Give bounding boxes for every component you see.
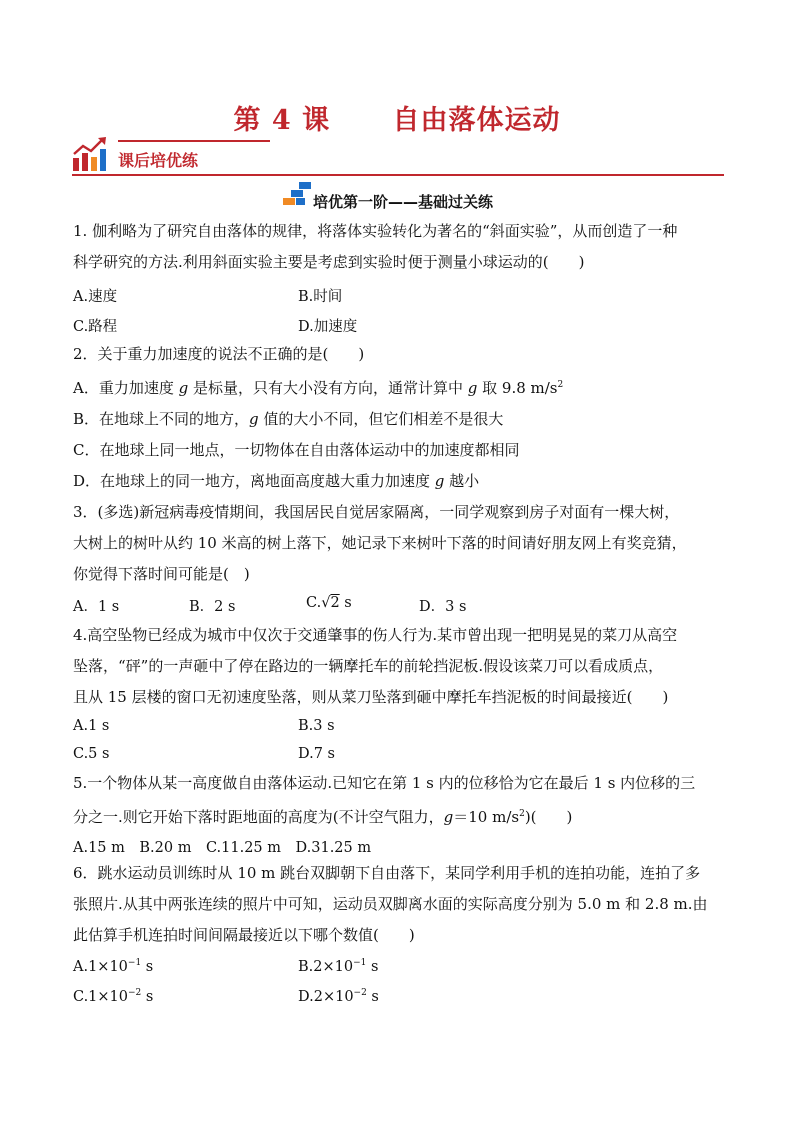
q6-option-c (73, 988, 153, 1005)
q2-stem: 2．关于重力加速度的说法不正确的是( ) (73, 345, 365, 363)
symbol-g: g (434, 472, 445, 490)
q2-option-b (73, 404, 723, 435)
question-3 (73, 497, 723, 590)
q2-a-sup: 2 (557, 380, 564, 390)
question-4 (73, 620, 723, 713)
stairs-icon (283, 182, 311, 206)
q6-b-sup: −1 (353, 958, 367, 968)
q3-option-d: D．3 s (419, 599, 467, 615)
q6-option-d (298, 988, 379, 1005)
q4-line-1: 4.高空坠物已经成为城市中仅次于交通肇事的伤人行为.某市曾出现一把明晃晃的菜刀从高空 (73, 626, 678, 644)
page-title: 第 4 课 自由落体运动 (233, 105, 561, 136)
q5-l2-post: )( ) (524, 808, 573, 826)
q1-option-b: B.时间 (298, 289, 343, 305)
symbol-g: g (249, 410, 259, 428)
q6-a-post: s (141, 959, 154, 975)
q2-a-pre: A．重力加速度 (73, 379, 179, 397)
symbol-g: g (467, 379, 478, 397)
q6-option-b (298, 958, 378, 975)
q2-option-c: C．在地球上同一地点，一切物体在自由落体运动中的加速度都相同 (73, 441, 520, 459)
q2-option-d (73, 466, 723, 497)
symbol-g: g (443, 808, 454, 826)
q1-option-d: D.加速度 (298, 319, 358, 335)
sqrt-sign: √ (321, 595, 331, 611)
q2-a-mid: 是标量，只有大小没有方向，通常计算中 (188, 379, 468, 397)
q2-b-pre: B．在地球上不同的地方， (73, 410, 250, 428)
symbol-g: g (178, 379, 189, 397)
q6-line-1: 6．跳水运动员训练时从 10 m 跳台双脚朝下自由落下，某同学利用手机的连拍功能，连拍了多 (73, 864, 701, 882)
q6-a-sup: −1 (127, 958, 142, 968)
section-header (72, 136, 724, 178)
growth-chart-icon (72, 136, 108, 172)
q4-line-2: 坠落，“砰”的一声砸中了停在路边的一辆摩托车的前轮挡泥板.假设该菜刀可以看成质点， (73, 657, 664, 675)
q3-line-1: 3．(多选)新冠病毒疫情期间，我国居民自觉居家隔离，一同学观察到房子对面有一棵大树， (73, 503, 680, 521)
question-5 (73, 768, 723, 833)
q5-line-1: 5.一个物体从某一高度做自由落体运动.已知它在第 1 s 内的位移恰为它在最后 1 s 内位移的三 (73, 774, 696, 792)
subhead-label: 培优第一阶——基础过关练 (313, 193, 494, 211)
q3-c-radicand: 2 (330, 595, 340, 611)
q6-d-sup: −2 (353, 988, 367, 998)
q3-c-pre: C. (306, 595, 322, 611)
q4-option-a: A.1 s (73, 718, 110, 734)
q6-c-post: s (141, 989, 154, 1005)
q1-line-1: 1. 伽利略为了研究自由落体的规律，将落体实验转化为著名的“斜面实验”，从而创造了一种 (73, 222, 678, 240)
q6-option-a (73, 958, 153, 975)
q6-line-3: 此估算手机连拍时间间隔最接近以下哪个数值( ) (73, 926, 415, 944)
q1-option-c: C.路程 (73, 319, 118, 335)
q2-b-post: 值的大小不同，但它们相差不是很大 (258, 410, 504, 428)
header-bottom-rule (72, 174, 724, 176)
q1-option-a: A.速度 (73, 289, 118, 305)
question-2 (73, 339, 723, 497)
q3-line-3: 你觉得下落时间可能是( ) (73, 565, 250, 583)
q4-option-d: D.7 s (298, 746, 335, 762)
header-top-rule (118, 140, 270, 142)
q5-l2-mid: ＝10 m/s (453, 808, 520, 826)
q4-option-b: B.3 s (298, 718, 335, 734)
q6-line-2: 张照片.从其中两张连续的照片中可知，运动员双脚离水面的实际高度分别为 5.0 m 和 2.8 m.由 (73, 895, 708, 913)
q6-c-pre: C.1×10 (73, 989, 129, 1005)
q6-b-pre: B.2×10 (298, 959, 354, 975)
level-subheading (0, 182, 794, 212)
q3-option-b: B．2 s (189, 599, 236, 615)
q3-c-post: s (339, 595, 352, 611)
question-1 (73, 216, 723, 278)
q6-d-pre: D.2×10 (298, 989, 354, 1005)
q3-option-a: A．1 s (73, 599, 120, 615)
q6-b-post: s (366, 959, 379, 975)
question-6 (73, 858, 723, 951)
q6-a-pre: A.1×10 (73, 959, 128, 975)
q5-line-2 (73, 799, 723, 833)
q5-l2-pre: 分之一.则它开始下落时距地面的高度为(不计空气阻力， (73, 808, 444, 826)
section-label: 课后培优练 (118, 151, 199, 170)
q5-options: A.15 m B.20 m C.11.25 m D.31.25 m (73, 840, 372, 856)
q2-d-post: 越小 (444, 472, 480, 490)
q3-line-2: 大树上的树叶从约 10 米高的树上落下，她记录下来树叶下落的时间请好朋友网上有奖竞猜， (73, 534, 687, 552)
q2-option-a (73, 370, 723, 404)
q2-a-post: 取 9.8 m/s (477, 379, 558, 397)
q4-line-3: 且从 15 层楼的窗口无初速度坠落，则从菜刀坠落到砸中摩托车挡泥板的时间最接近( ) (73, 688, 669, 706)
q4-option-c: C.5 s (73, 746, 110, 762)
q1-line-2: 科学研究的方法.利用斜面实验主要是考虑到实验时便于测量小球运动的( ) (73, 253, 585, 271)
q2-d-pre: D．在地球上的同一地方，离地面高度越大重力加速度 (73, 472, 435, 490)
q6-d-post: s (366, 989, 379, 1005)
q5-l2-sup: 2 (519, 809, 525, 819)
q3-option-c (306, 595, 352, 611)
q6-c-sup: −2 (128, 988, 142, 998)
